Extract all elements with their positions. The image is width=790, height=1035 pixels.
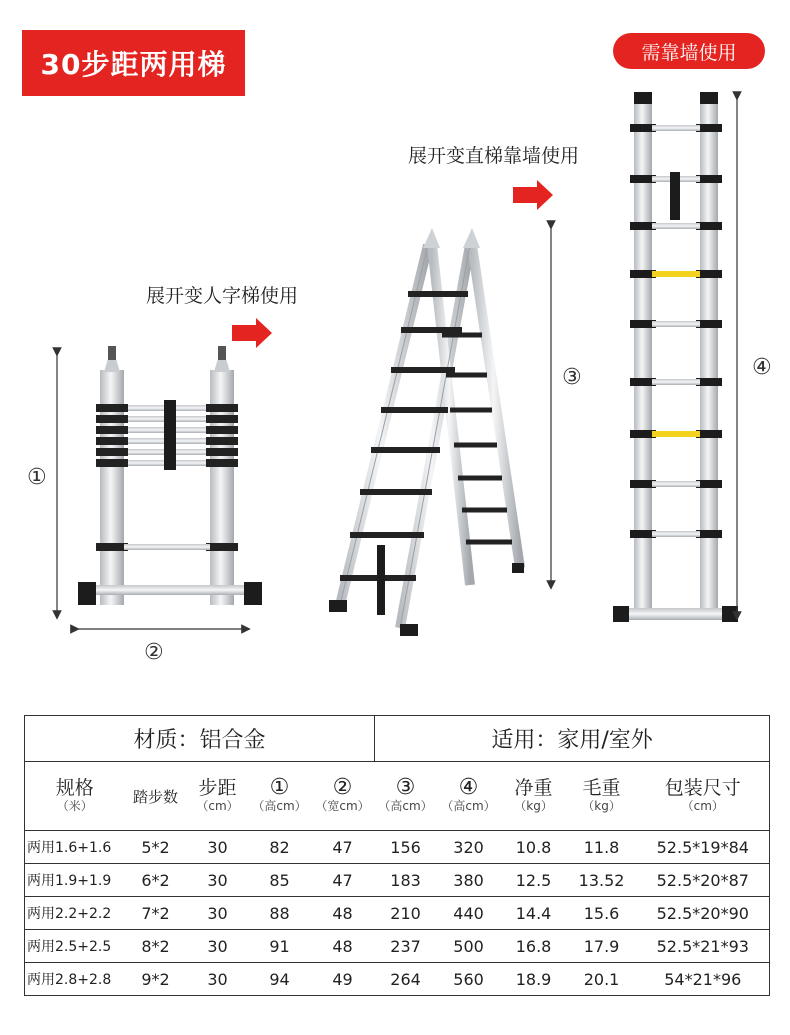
table-cell: 15.6	[567, 897, 637, 930]
dimension-label-3: ③	[562, 365, 582, 390]
table-cell: 52.5*20*90	[637, 897, 770, 930]
table-row	[25, 864, 770, 897]
table-row	[25, 930, 770, 963]
table-cell: 12.5	[501, 864, 567, 897]
table-cell: 82	[249, 831, 311, 864]
table-cell: 560	[437, 963, 501, 996]
column-header: 毛重 （kg）	[567, 762, 637, 831]
folded-ladder	[78, 345, 262, 605]
table-cell: 20.1	[567, 963, 637, 996]
column-header: 规格 （米）	[25, 762, 125, 831]
dimension-label-1: ①	[27, 465, 47, 490]
table-cell: 156	[375, 831, 437, 864]
table-cell: 17.9	[567, 930, 637, 963]
table-cell: 两用1.6+1.6	[25, 831, 125, 864]
table-cell: 88	[249, 897, 311, 930]
table-cell: 30	[187, 831, 249, 864]
table-cell: 两用2.5+2.5	[25, 930, 125, 963]
table-row	[25, 897, 770, 930]
usage-label: 适用：家用/室外	[375, 716, 770, 762]
column-header: 踏步数	[125, 762, 187, 831]
column-header: 净重 （kg）	[501, 762, 567, 831]
dimension-label-4: ④	[752, 355, 772, 380]
table-cell: 52.5*20*87	[637, 864, 770, 897]
table-cell: 9*2	[125, 963, 187, 996]
table-cell: 47	[311, 831, 375, 864]
table-cell: 10.8	[501, 831, 567, 864]
table-cell: 91	[249, 930, 311, 963]
table-cell: 210	[375, 897, 437, 930]
table-cell: 47	[311, 864, 375, 897]
table-cell: 49	[311, 963, 375, 996]
table-cell: 264	[375, 963, 437, 996]
column-header: ④ （高cm）	[437, 762, 501, 831]
table-cell: 30	[187, 864, 249, 897]
table-cell: 48	[311, 897, 375, 930]
table-cell: 13.52	[567, 864, 637, 897]
table-cell: 8*2	[125, 930, 187, 963]
table-cell: 6*2	[125, 864, 187, 897]
column-header: ③ （高cm）	[375, 762, 437, 831]
table-cell: 18.9	[501, 963, 567, 996]
table-cell: 54*21*96	[637, 963, 770, 996]
table-cell: 85	[249, 864, 311, 897]
table-cell: 7*2	[125, 897, 187, 930]
table-row	[25, 963, 770, 996]
spec-table	[24, 715, 770, 996]
table-cell: 440	[437, 897, 501, 930]
table-cell: 5*2	[125, 831, 187, 864]
table-cell: 183	[375, 864, 437, 897]
table-cell: 52.5*19*84	[637, 831, 770, 864]
table-cell: 两用1.9+1.9	[25, 864, 125, 897]
caption-a-frame: 展开变人字梯使用	[146, 285, 299, 307]
column-header: 步距 （cm）	[187, 762, 249, 831]
material-label: 材质：铝合金	[25, 716, 375, 762]
table-row	[25, 831, 770, 864]
page-title: 30步距两用梯	[22, 30, 245, 96]
wall-use-badge: 需靠墙使用	[613, 33, 765, 69]
table-cell: 16.8	[501, 930, 567, 963]
column-header: 包装尺寸 （cm）	[637, 762, 770, 831]
spec-table-body	[25, 831, 770, 996]
table-cell: 500	[437, 930, 501, 963]
table-cell: 30	[187, 930, 249, 963]
table-cell: 237	[375, 930, 437, 963]
table-cell: 52.5*21*93	[637, 930, 770, 963]
table-cell: 14.4	[501, 897, 567, 930]
table-cell: 94	[249, 963, 311, 996]
red-arrow-icon-2	[513, 180, 553, 210]
table-cell: 30	[187, 963, 249, 996]
straight-ladder	[613, 92, 738, 622]
dimension-label-2: ②	[144, 640, 164, 665]
table-cell: 30	[187, 897, 249, 930]
red-arrow-icon-1	[232, 318, 272, 348]
a-frame-ladder	[329, 228, 524, 636]
column-header: ① （高cm）	[249, 762, 311, 831]
table-cell: 48	[311, 930, 375, 963]
table-cell: 两用2.8+2.8	[25, 963, 125, 996]
table-cell: 380	[437, 864, 501, 897]
table-cell: 320	[437, 831, 501, 864]
caption-straight: 展开变直梯靠墙使用	[408, 145, 580, 167]
table-cell: 11.8	[567, 831, 637, 864]
table-cell: 两用2.2+2.2	[25, 897, 125, 930]
column-header: ② （宽cm）	[311, 762, 375, 831]
column-header-row	[25, 762, 770, 831]
